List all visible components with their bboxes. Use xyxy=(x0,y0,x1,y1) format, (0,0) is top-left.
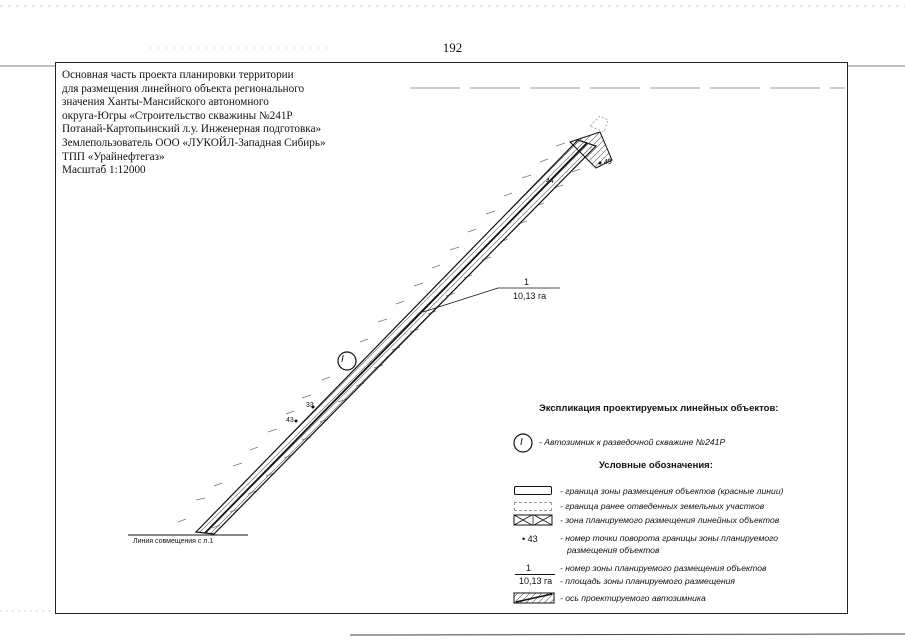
title-line: округа-Югры «Строительство скважины №241Р xyxy=(62,109,293,122)
explication-title: Экспликация проектируемых линейных объектов: xyxy=(539,403,779,414)
legend-zone-swatch xyxy=(513,514,553,526)
legend-item: - ось проектируемого автозимника xyxy=(560,593,706,603)
legend-item: - площадь зоны планируемого размещения xyxy=(560,576,736,586)
point-label: 43 xyxy=(286,417,294,424)
title-line: Землепользователь ООО «ЛУКОЙЛ-Западная Сибирь» xyxy=(62,136,326,149)
point-label: 44 xyxy=(546,178,554,185)
legend-item: - граница ранее отведенных земельных участков xyxy=(560,501,765,511)
title-line: для размещения линейного объекта регионального xyxy=(62,82,305,95)
legend-red-line-swatch xyxy=(514,486,552,495)
object-marker-label: I xyxy=(341,354,344,365)
legend-road-axis-swatch xyxy=(513,592,555,604)
page-number: 192 xyxy=(442,40,463,55)
title-line: значения Ханты-Мансийского автономного xyxy=(62,96,269,109)
legend-item: - зона планируемого размещения линейных объектов xyxy=(560,515,780,525)
title-line: Основная часть проекта планировки территории xyxy=(62,69,294,81)
point-label: 49 xyxy=(604,159,612,166)
point-label: 33 xyxy=(306,402,314,409)
symbols-title: Условные обозначения: xyxy=(599,460,713,471)
zone-callout-number: 1 xyxy=(524,277,530,287)
legend-point-sample-number: 43 xyxy=(527,534,538,544)
legend-prior-plots-swatch xyxy=(514,502,552,511)
zone-callout-area: 10,13 га xyxy=(513,291,547,301)
legend-item: - граница зоны размещения объектов (красные линии) xyxy=(560,486,784,496)
legend-object-marker xyxy=(512,432,534,454)
title-line: ТПП «Урайнефтегаз» xyxy=(62,150,165,163)
legend-point-sample: • 43 xyxy=(522,534,538,544)
legend-item: - номер зоны планируемого размещения объектов xyxy=(560,563,767,573)
legend-object-marker-label: I xyxy=(520,437,523,448)
legend-item: - номер точки поворота границы зоны планируемого xyxy=(560,533,779,543)
legend-zone-sample-number: 1 xyxy=(526,563,532,573)
scale-line: Масштаб 1:12000 xyxy=(62,164,146,177)
road-axis xyxy=(205,143,587,533)
legend-item: размещения объектов xyxy=(567,545,660,555)
legend-zone-sample-divider xyxy=(515,574,555,575)
legend-zone-sample-area: 10,13 га xyxy=(519,576,553,586)
title-line: Потанай-Картопьинский л.у. Инженерная подготовка» xyxy=(62,123,322,136)
legend-object-text: - Автозимник к разведочной скважине №241Р xyxy=(539,437,726,447)
match-line-label: Линия совмещения с л.1 xyxy=(133,538,214,545)
